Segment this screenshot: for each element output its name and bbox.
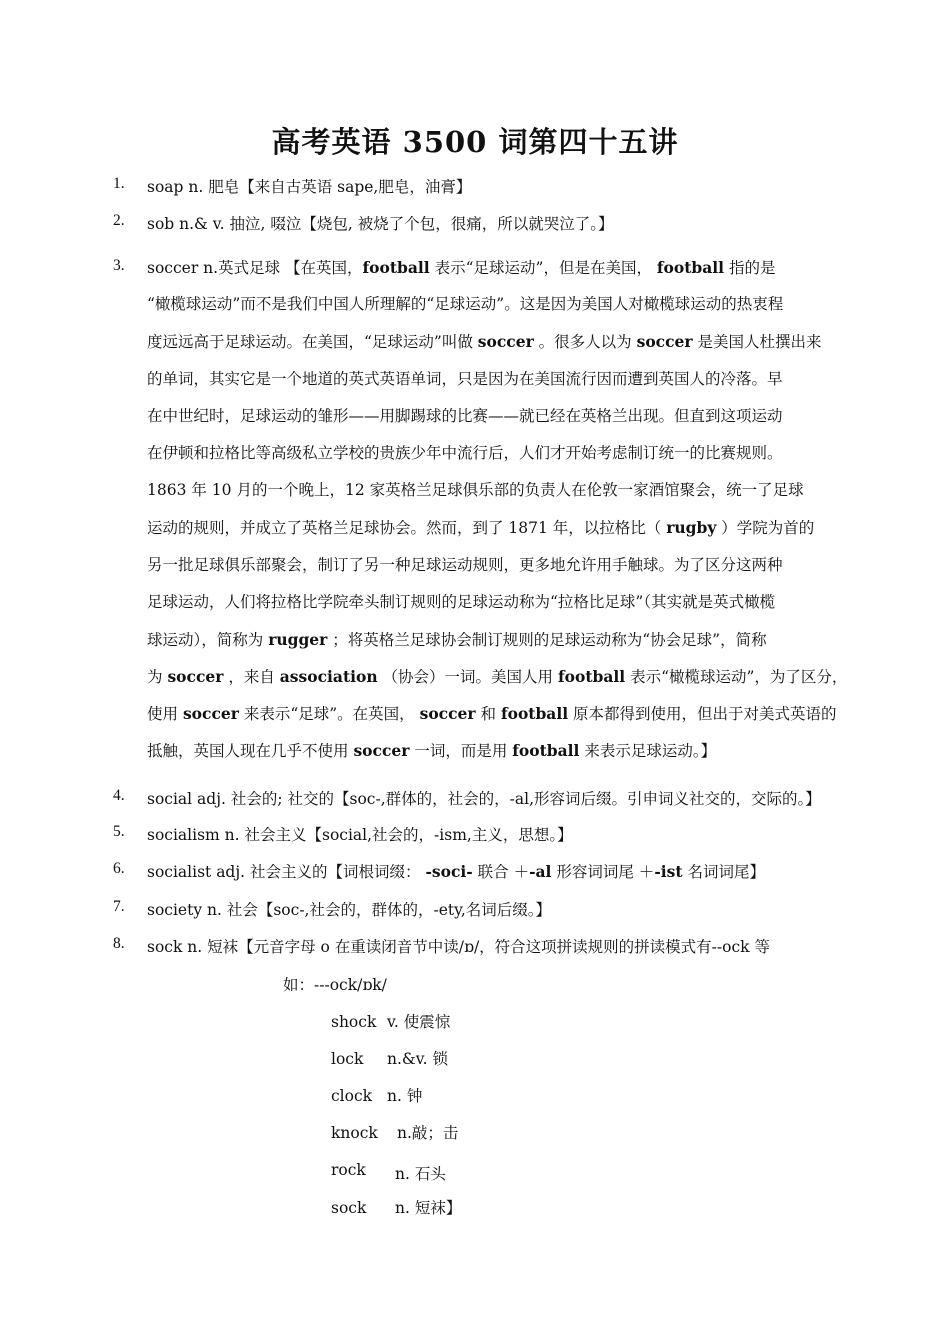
bold-term: -ist: [654, 862, 683, 881]
example-word: rock: [331, 1161, 366, 1179]
text-run: 抵触，英国人现在几乎不使用: [147, 742, 354, 761]
vocab-entry-socialism: socialism n. 社会主义【social,社会的，-ism,主义，思想。】: [147, 826, 573, 844]
item-number: 1.: [113, 175, 125, 192]
bold-term: football: [500, 704, 569, 724]
example-meaning: n.&v. 锁: [387, 1050, 448, 1068]
example-row: [331, 1010, 450, 1032]
paragraph-line: [147, 509, 847, 546]
text-run: （协会）一词。美国人用: [377, 668, 558, 687]
item-number: 5.: [113, 823, 125, 840]
text-run: 联合 ＋: [472, 863, 530, 881]
paragraph-line: [147, 323, 847, 360]
item-number: 3.: [113, 257, 125, 274]
example-meaning: v. 使震惊: [387, 1013, 451, 1031]
text-run: 在中世纪时，足球运动的雏形——用脚踢球的比赛——就已经在英格兰出现。但直到这项运动: [147, 406, 783, 425]
example-word: shock: [331, 1013, 377, 1031]
item-number: 2.: [113, 212, 125, 229]
text-run: 足球运动，人们将拉格比学院牵头制订规则的足球运动称为“拉格比足球”（其实就是英式橄榄: [147, 592, 776, 611]
paragraph-line: [147, 361, 847, 398]
example-row: [331, 1158, 446, 1183]
text-run: 为: [147, 668, 168, 687]
example-word: clock: [331, 1087, 373, 1105]
text-run: socialist adj. 社会主义的【词根词缀：: [147, 863, 426, 881]
text-run: 一词，而是用: [409, 742, 513, 761]
vocab-entry-sob: sob n.& v. 抽泣, 啜泣【烧包, 被烧了个包，很痛，所以就哭泣了。】: [147, 215, 614, 233]
vocab-entry-society: society n. 社会【soc-,社会的，群体的，-ety,名词后缀。】: [147, 901, 551, 919]
paragraph-line: [147, 695, 847, 732]
example-word: sock: [331, 1199, 367, 1217]
page-title: 高考英语 3500 词第四十五讲: [271, 125, 679, 159]
text-run: 表示“足球运动”，但是在美国，: [429, 259, 657, 277]
text-run: soccer n.英式足球 【在英国，: [147, 259, 363, 277]
text-run: 。很多人以为: [533, 333, 637, 352]
example-row: [331, 1121, 458, 1143]
text-run: ）学院为首的: [716, 519, 815, 538]
text-run: 度远远高于足球运动。在美国，“足球运动”叫做: [147, 333, 478, 352]
text-run: “橄榄球运动”而不是我们中国人所理解的“足球运动”。这是因为美国人对橄榄球运动的热衷程: [147, 295, 784, 314]
item-number: 8.: [113, 935, 125, 952]
bold-term: rugby: [666, 518, 717, 538]
text-run: 和: [475, 705, 501, 724]
text-run: 的单词，其实它是一个地道的英式英语单词，只是因为在美国流行因而遭到英国人的冷落。早: [147, 369, 783, 388]
example-meaning: n. 短袜】: [395, 1199, 462, 1217]
example-word: lock: [331, 1050, 364, 1068]
text-run: 形容词词尾 ＋: [551, 863, 655, 881]
bold-term: rugger: [268, 629, 328, 649]
bold-term: soccer: [182, 704, 239, 724]
bold-term: association: [279, 667, 378, 687]
text-run: 原本都得到使用，但出于对美式英语的: [568, 705, 837, 724]
bold-term: -soci-: [425, 862, 473, 881]
bold-term: soccer: [477, 332, 534, 352]
bold-term: football: [656, 258, 725, 277]
bold-term: soccer: [353, 741, 410, 761]
paragraph-line: [147, 621, 847, 658]
example-word: knock: [331, 1124, 378, 1142]
paragraph-line: [147, 547, 847, 584]
paragraph-line: [147, 398, 847, 435]
paragraph-line: [147, 249, 847, 286]
paragraph-line: [147, 435, 847, 472]
bold-term: soccer: [636, 332, 693, 352]
text-run: 在伊顿和拉格比等高级私立学校的贵族少年中流行后，人们才开始考虑制订统一的比赛规则。: [147, 443, 783, 462]
text-run: 球运动），简称为: [147, 630, 269, 649]
paragraph-line: [147, 584, 847, 621]
text-run: 运动的规则，并成立了英格兰足球协会。然而，到了 1871 年，以拉格比（: [147, 519, 667, 538]
example-meaning: n.敲；击: [397, 1124, 459, 1142]
text-run: 是美国人杜撰出来: [692, 333, 822, 352]
text-run: 名词词尾】: [682, 863, 765, 881]
example-row: [331, 1047, 448, 1069]
bold-term: soccer: [167, 667, 224, 687]
item-number: 7.: [113, 898, 125, 915]
example-meaning: n. 石头: [395, 1165, 446, 1183]
vocab-entry-socialist: [147, 860, 765, 882]
example-row: [331, 1196, 461, 1218]
text-run: 另一批足球俱乐部聚会，制订了另一种足球运动规则，更多地允许用手触球。为了区分这两种: [147, 555, 783, 574]
text-run: ；将英格兰足球协会制订规则的足球运动称为“协会足球”，简称: [327, 630, 767, 649]
bold-term: soccer: [419, 704, 476, 724]
text-run: 来表示足球运动。】: [579, 742, 717, 761]
paragraph-line: [147, 472, 847, 509]
vocab-entry-soccer: [147, 249, 847, 770]
bold-term: football: [362, 258, 430, 277]
item-number: 4.: [113, 787, 125, 804]
text-run: 1863 年 10 月的一个晚上，12 家英格兰足球俱乐部的负责人在伦敦一家酒馆聚会，统一了足球: [147, 481, 804, 500]
text-run: 指的是: [724, 259, 776, 277]
example-row: [331, 1084, 422, 1106]
vocab-entry-social: social adj. 社会的; 社交的【soc-,群体的，社会的，-al,形容词后缀。引申词义社交的，交际的。】: [147, 790, 821, 808]
bold-term: -al: [529, 862, 552, 881]
bold-term: football: [512, 741, 580, 761]
vocab-entry-sock: sock n. 短袜【元音字母 o 在重读闭音节中读/ɒ/，符合这项拼读规则的拼读模式有--ock 等: [147, 938, 770, 956]
item-number: 6.: [113, 860, 125, 877]
paragraph-line: [147, 658, 847, 695]
text-run: ，来自: [223, 668, 280, 687]
text-run: 表示“橄榄球运动”，为了区分，: [625, 668, 848, 687]
vocab-entry-soap: soap n. 肥皂【来自古英语 sape,肥皂，油膏】: [147, 178, 472, 196]
spelling-pattern: 如：---ock/ɒk/: [283, 976, 387, 994]
bold-term: football: [557, 667, 626, 687]
paragraph-line: [147, 732, 847, 769]
text-run: 使用: [147, 705, 183, 724]
paragraph-line: [147, 286, 847, 323]
text-run: 来表示“足球”。在英国，: [238, 705, 420, 724]
example-meaning: n. 钟: [387, 1087, 423, 1105]
